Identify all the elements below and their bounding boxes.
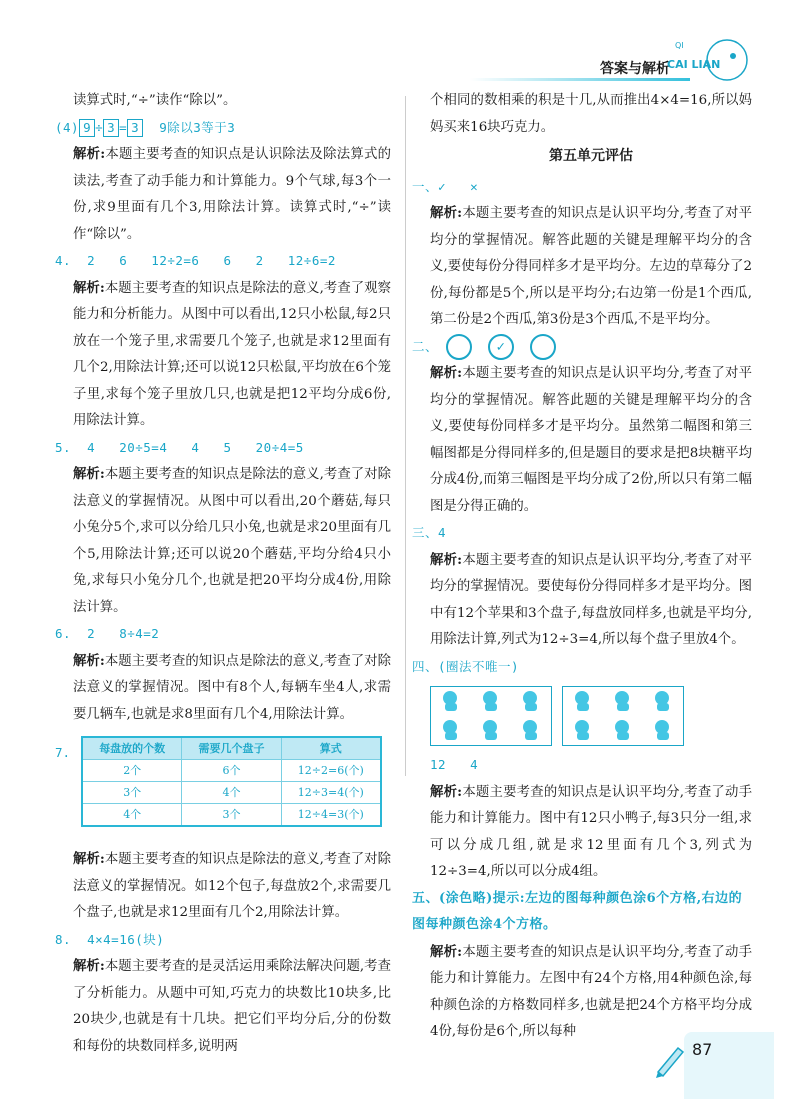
empty-circle-icon <box>446 334 472 360</box>
q7-explanation: 解析:本题主要考查的知识点是除法的意义,考查了对除法意义的掌握情况。图中有8个人,每辆车坐4人,求需要几辆车,也就是求8里面有几个4,用除法计算。 <box>73 652 391 722</box>
q4-answer: (4) 9 ÷ 3 = 3 9除以3等于3 <box>55 119 236 135</box>
duck-icon <box>575 691 589 705</box>
table-cell: 4个 <box>182 782 281 804</box>
s2-answer: 二、 ✓ <box>412 334 752 361</box>
plates-table <box>81 736 382 827</box>
logo-small-text: QI <box>675 41 684 50</box>
logo-text: CAI LIAN <box>667 58 721 71</box>
table-row <box>82 760 381 782</box>
empty-circle-icon <box>530 334 556 360</box>
pencil-icon <box>650 1040 690 1080</box>
table-cell: 12÷3=4(个) <box>281 782 381 804</box>
duck-icon <box>443 720 457 734</box>
q9-answer: 8. 4×4=16(块) <box>55 931 165 947</box>
left-line-1: 读算式时,“÷”读作“除以”。 <box>73 93 237 108</box>
duck-icon <box>655 691 669 705</box>
left-column <box>55 88 391 1060</box>
table-header: 需要几个盘子 <box>182 737 281 760</box>
duck-icon <box>483 720 497 734</box>
duck-icon <box>655 720 669 734</box>
ducks-figure <box>430 686 752 748</box>
q5-answer: 4. 2 6 12÷2=6 6 2 12÷6=2 <box>55 253 336 268</box>
duck-icon <box>615 720 629 734</box>
q6-explanation: 解析:本题主要考查的知识点是除法的意义,考查了对除法意义的掌握情况。从图中可以看出,20个蘑菇,每只小兔分5个,求可以分给几只小兔,也就是求20里面有几个5,用除法计算;还可以说20个蘑菇,平均分给4只小兔,求每只小兔分几个,也就是把20平均分成4份,用除法计算。 <box>73 466 391 615</box>
s5-answer: 五、(涂色略)提示:左边的图每种颜色涂6个方格,右边的图每种颜色涂4个方格。 <box>412 890 743 933</box>
right-column <box>412 88 752 1046</box>
q8-number: 7. <box>55 745 71 760</box>
table-cell: 12÷4=3(个) <box>281 804 381 827</box>
table-cell: 3个 <box>82 782 182 804</box>
table-header: 每盘放的个数 <box>82 737 182 760</box>
q7-answer: 6. 2 8÷4=2 <box>55 626 160 641</box>
table-cell: 4个 <box>82 804 182 827</box>
duck-icon <box>523 720 537 734</box>
q6-answer: 5. 4 20÷5=4 4 5 20÷4=5 <box>55 439 304 455</box>
check-cross-icon: ✓ ✕ <box>438 178 479 194</box>
duck-group-right <box>562 686 684 746</box>
table-cell: 2个 <box>82 760 182 782</box>
section-title: 第五单元评估 <box>549 148 633 164</box>
s4-explanation: 解析:本题主要考查的知识点是认识平均分,考查了动手能力和计算能力。图中有12只小鸭子,每3只分一组,求可以分成几组,就是求12里面有几个3,列式为12÷3=4,所以可以分成4组。 <box>430 783 752 880</box>
s4-numbers: 12 4 <box>430 757 479 773</box>
q8-explanation: 解析:本题主要考查的知识点是除法的意义,考查了对除法意义的掌握情况。如12个包子,每盘放2个,求需要几个盘子,也就是求12里面有几个2,用除法计算。 <box>73 851 391 920</box>
s4-answer: 四、(圈法不唯一) <box>412 658 520 674</box>
s2-explanation: 解析:本题主要考查的知识点是认识平均分,考查了对平均分的掌握情况。解答此题的关键是理解平均分的含义,要使每份同样多才是平均分。虽然第二幅图和第三幅图都是分得同样多的,但是题目的要求是把8块糖平均分成4份,而第三幅图是平均分成了2份,所以只有第二幅图是分得正确的。 <box>430 365 752 514</box>
q8-table-block <box>55 736 391 840</box>
s3-explanation: 解析:本题主要考查的知识点是认识平均分,考查了对平均分的掌握情况。要使每份分得同样多才是平均分。图中有12个苹果和3个盘子,每盘放同样多,也就是平均分,用除法计算,列式为12÷3=4,所以每个盘子里放4个。 <box>430 551 752 648</box>
table-header: 算式 <box>281 737 381 760</box>
header-title: 答案与解析 <box>600 61 670 77</box>
table-cell: 3个 <box>182 804 281 827</box>
duck-icon <box>615 691 629 705</box>
duck-icon <box>523 691 537 705</box>
page-number: 87 <box>692 1040 713 1059</box>
s1-answer: 一、✓ ✕ <box>412 178 479 194</box>
s3-answer: 三、4 <box>412 525 447 541</box>
s5-explanation: 解析:本题主要考查的知识点是认识平均分,考查了动手能力和计算能力。左图中有24个方格,用4种颜色涂,每种颜色涂的方格数同样多,也就是把24个方格平均分成4份,每份是6个,所以每种 <box>430 943 752 1040</box>
duck-group-left <box>430 686 552 746</box>
table-cell: 6个 <box>182 760 281 782</box>
column-divider <box>405 96 406 776</box>
q4-explanation: 解析:本题主要考查的知识点是认识除法及除法算式的读法,考查了动手能力和计算能力。9个气球,每3个一份,求9里面有几个3,用除法计算。读算式时,“÷”读作“除以”。 <box>73 146 391 242</box>
q9-explanation: 解析:本题主要考查的是灵活运用乘除法解决问题,考查了分析能力。从题中可知,巧克力的块数比10块多,比20块少,也就是有十几块。把它们平均分后,分的份数和每份的块数同样多,说明两 <box>73 958 391 1054</box>
table-header-row <box>82 737 381 760</box>
checked-circle-icon: ✓ <box>488 334 514 360</box>
s1-explanation: 解析:本题主要考查的知识点是认识平均分,考查了对平均分的掌握情况。解答此题的关键是理解平均分的含义,要使每份分得同样多才是平均分。左边的草莓分了2份,每份都是5个,所以是平均分;右边第一份是1个西瓜,第二份是2个西瓜,第3份是3个西瓜,不是平均分。 <box>430 205 752 327</box>
table-cell: 12÷2=6(个) <box>281 760 381 782</box>
duck-icon <box>483 691 497 705</box>
table-row <box>82 782 381 804</box>
q5-explanation: 解析:本题主要考查的知识点是除法的意义,考查了观察能力和分析能力。从图中可以看出,12只小松鼠,每2只放在一个笼子里,求需要几个笼子,也就是求12里面有几个2,用除法计算;还可以说12只松鼠,平均放在6个笼子里,求每个笼子里放几只,也就是把12平均分成6份,用除法计算。 <box>73 279 391 428</box>
cai-lian-logo-icon <box>645 30 755 90</box>
right-line-1: 个相同的数相乘的积是十几,从而推出4×4=16,所以妈妈买来16块巧克力。 <box>430 93 752 135</box>
duck-icon <box>443 691 457 705</box>
table-row <box>82 804 381 827</box>
duck-icon <box>575 720 589 734</box>
